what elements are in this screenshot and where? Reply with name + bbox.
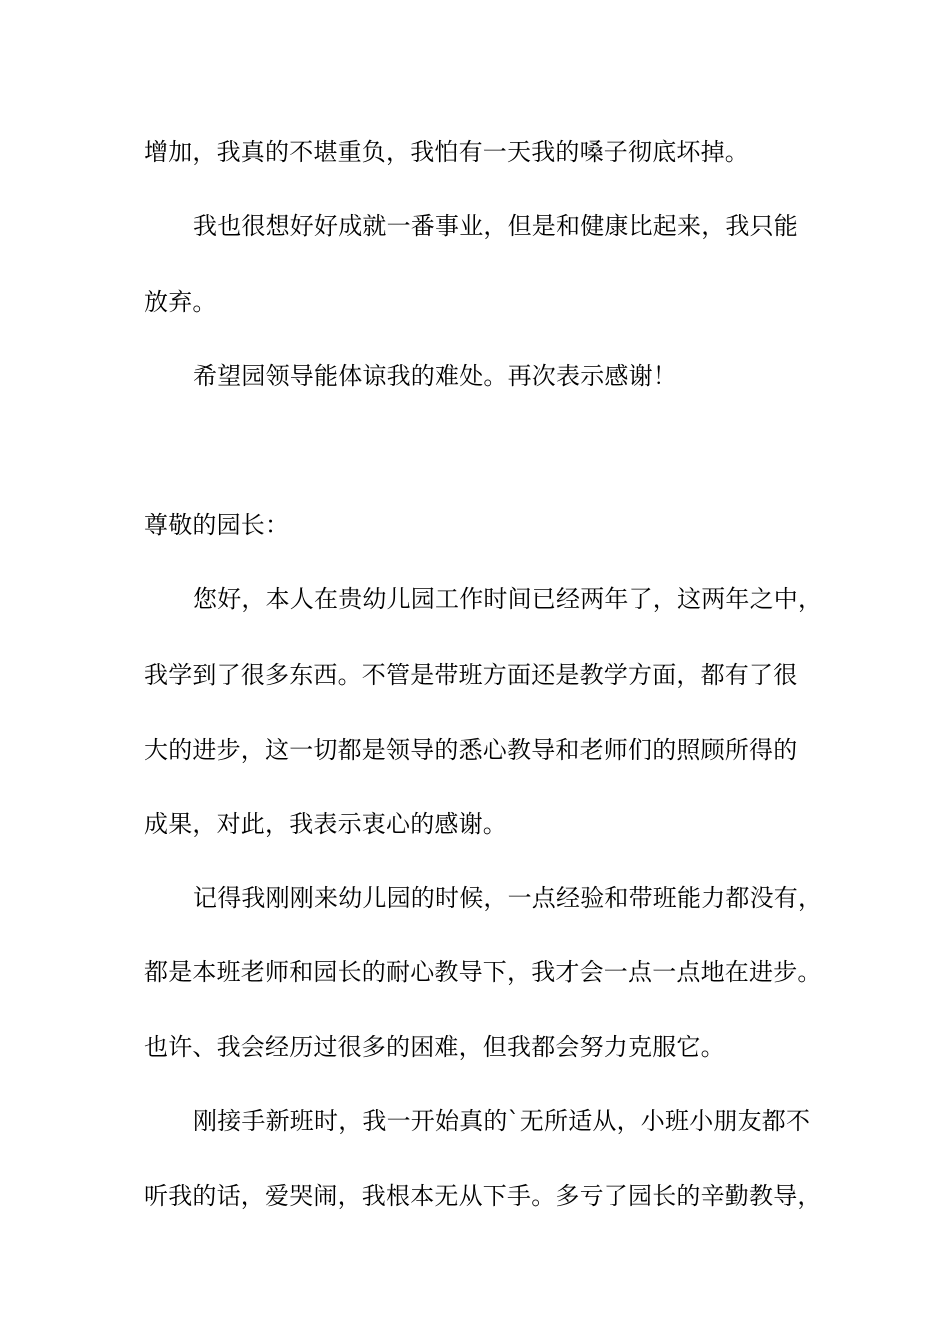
letter2-line-1: 您好，本人在贵幼儿园工作时间已经两年了，这两年之中， [193, 585, 823, 613]
letter1-line-1: 增加，我真的不堪重负，我怕有一天我的嗓子彻底坏掉。 [144, 138, 749, 166]
letter1-line-4: 希望园领导能体谅我的难处。再次表示感谢！ [193, 362, 677, 390]
salutation: 尊敬的园长： [144, 511, 290, 539]
letter2-line-2: 我学到了很多东西。不管是带班方面还是教学方面，都有了很 [144, 661, 798, 689]
letter2-line-5: 记得我刚刚来幼儿园的时候，一点经验和带班能力都没有， [193, 884, 823, 912]
letter2-line-6: 都是本班老师和园长的耐心教导下，我才会一点一点地在进步。 [144, 958, 822, 986]
letter2-line-7: 也许、我会经历过很多的困难，但我都会努力克服它。 [144, 1033, 725, 1061]
letter2-line-8: 刚接手新班时，我一开始真的`无所适从，小班小朋友都不 [193, 1107, 811, 1135]
letter2-line-3: 大的进步，这一切都是领导的悉心教导和老师们的照顾所得的 [144, 736, 798, 764]
letter1-line-2: 我也很想好好成就一番事业，但是和健康比起来，我只能 [193, 212, 798, 240]
letter2-line-9: 听我的话，爱哭闹，我根本无从下手。多亏了园长的辛勤教导， [144, 1182, 822, 1210]
letter1-line-3: 放弃。 [144, 288, 217, 316]
letter2-line-4: 成果，对此，我表示衷心的感谢。 [144, 810, 507, 838]
